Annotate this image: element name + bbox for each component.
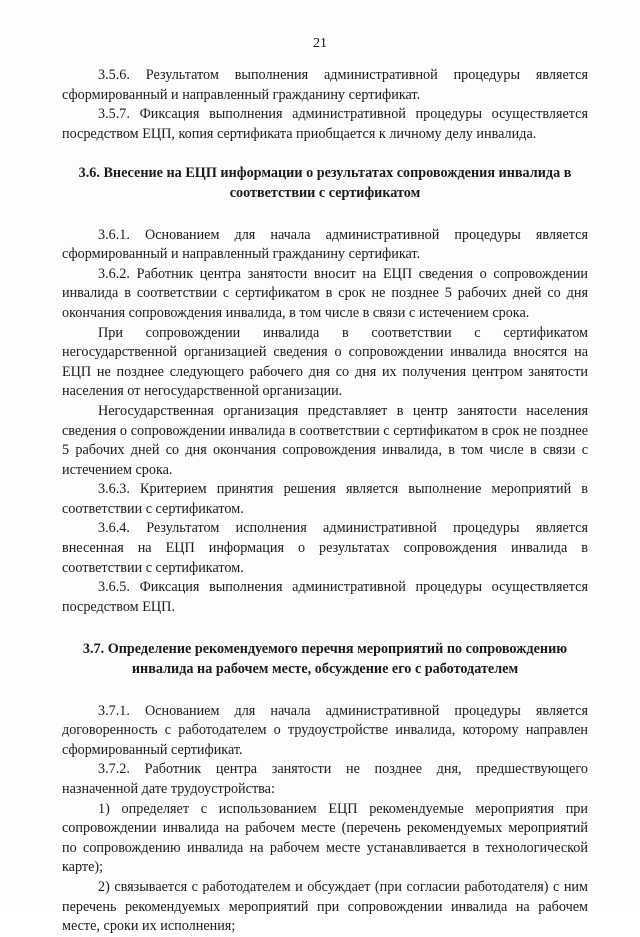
paragraph-3-6-1: 3.6.1. Основанием для начала административной процедуры является сформированный и направленный гражданину сертификат. [62,226,588,263]
paragraph-3-6-3: 3.6.3. Критерием принятия решения является выполнение мероприятий в соответствии с сертификатом. [62,481,588,517]
list-item-1: 1) определяет с использованием ЕЦП рекомендуемые мероприятия при сопровождении инвалида на рабочем месте (перечень рекомендуемых мероприятий по сопровождению инвалида на рабочем месте устанавливается в технологической карте); [62,800,588,876]
paragraph-3-6-5: 3.6.5. Фиксация выполнения административной процедуры осуществляется посредством ЕЦП. [62,579,588,615]
paragraph-3-7-2: 3.7.2. Работник центра занятости не позднее дня, предшествующего назначенной дате трудоустройства: [62,761,588,797]
paragraph-3-7-1: 3.7.1. Основанием для начала административной процедуры является договоренность с работодателем о трудоустройстве инвалида, которому направлен сформированный сертификат. [62,702,588,758]
page-number: 21 [313,36,327,51]
section-heading-3-7: 3.7. Определение рекомендуемого перечня мероприятий по сопровождению инвалида на рабочем месте, обсуждение его с работодателем [82,641,568,678]
paragraph-3-6-2: 3.6.2. Работник центра занятости вносит на ЕЦП сведения о сопровождении инвалида в соответствии с сертификатом в срок не позднее 5 рабочих дней со дня окончания сопровождения инвалида, в том числе в связи с истечением срока. [62,265,588,321]
paragraph-3-6-4: 3.6.4. Результатом исполнения административной процедуры является внесенная на ЕЦП информация о результатах сопровождения инвалида в соответствии с сертификатом. [62,520,588,576]
document-body [62,66,588,937]
paragraph-ngo-report: Негосударственная организация представляет в центр занятости населения сведения о сопровождении инвалида в соответствии с сертификатом в срок не позднее 5 рабочих дней со дня окончания сопровождения инвалида, в том числе в связи с истечением срока. [62,402,588,478]
paragraph-ngo-accompaniment: При сопровождении инвалида в соответствии с сертификатом негосударственной организацией сведения о сопровождении инвалида вносятся на ЕЦП не позднее следующего рабочего дня со дня их получения центром занятости населения от негосударственной организации. [62,324,588,400]
paragraph-3-5-7: 3.5.7. Фиксация выполнения административной процедуры осуществляется посредством ЕЦП, копия сертификата приобщается к личному делу инвалида. [62,106,588,142]
paragraph-3-5-6: 3.5.6. Результатом выполнения административной процедуры является сформированный и направленный гражданину сертификат. [62,67,588,103]
section-heading-3-6: 3.6. Внесение на ЕЦП информации о результатах сопровождения инвалида в соответствии с сертификатом [78,165,572,201]
list-item-2: 2) связывается с работодателем и обсуждает (при согласии работодателя) с ним перечень рекомендуемых мероприятий при сопровождении инвалида на рабочем месте, сроки их исполнения; [62,878,588,935]
